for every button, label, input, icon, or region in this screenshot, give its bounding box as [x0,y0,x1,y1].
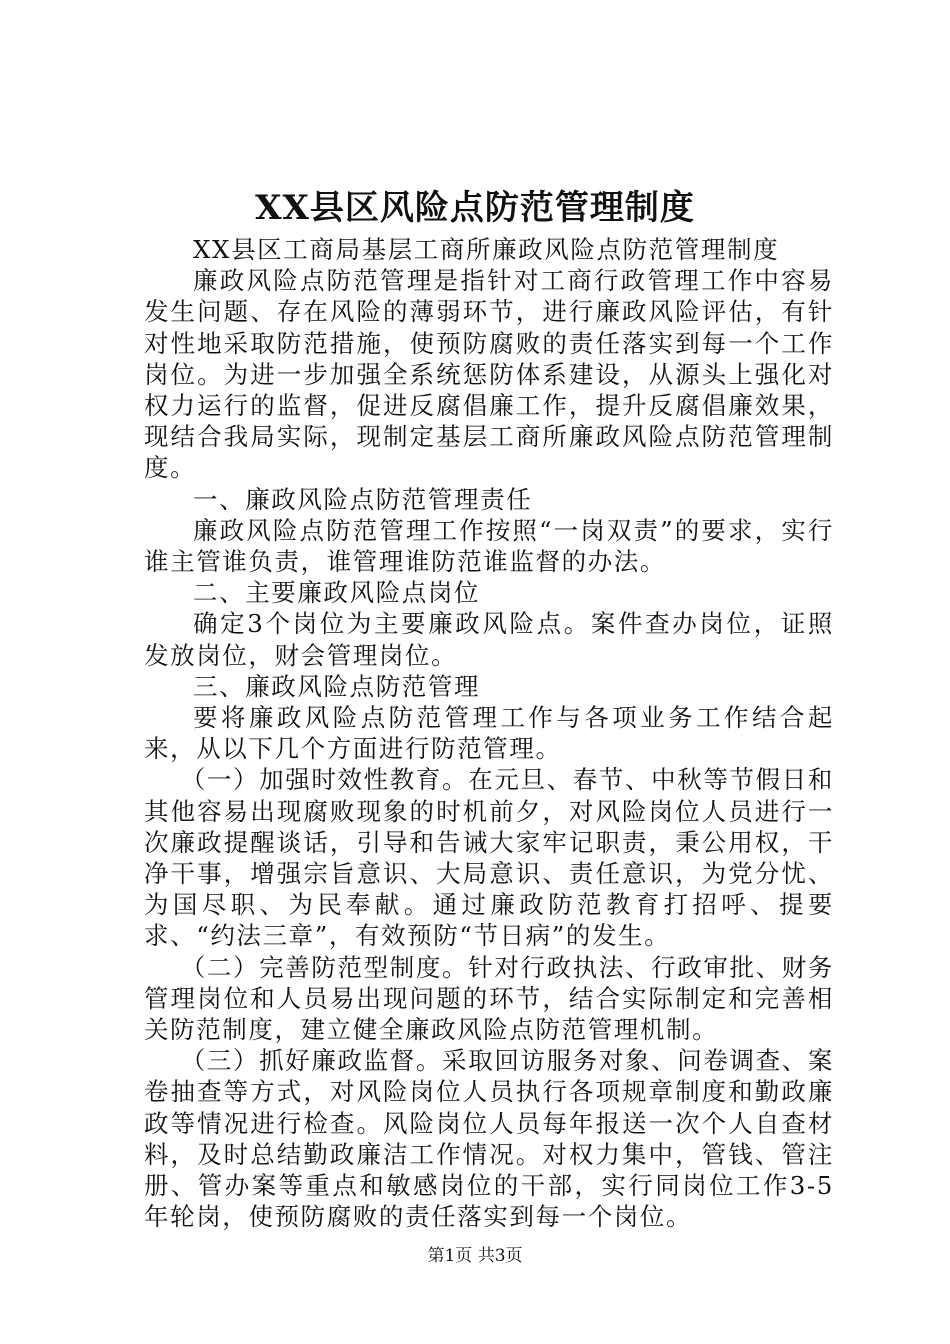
subtitle-paragraph: XX县区工商局基层工商所廉政风险点防范管理制度 [193,235,780,264]
subsection-1-paragraph: （一）加强时效性教育。在元旦、春节、中秋等节假日和其他容易出现腐败现象的时机前夕，对风险岗位人员进行一次廉政提醒谈话，引导和告诫大家牢记职责，秉公用权，干净干事，增强宗旨意识、大局意识、责任意识，为党分忧、为国尽职、为民奉献。通过廉政防范教育打招呼、提要求、“约法三章”，有效预防“节日病”的发生。 [144,765,834,951]
subsection-2-paragraph: （二）完善防范型制度。针对行政执法、行政审批、财务管理岗位和人员易出现问题的环节，结合实际制定和完善相关防范制度，建立健全廉政风险点防范管理机制。 [144,952,834,1045]
intro-paragraph: 廉政风险点防范管理是指针对工商行政管理工作中容易发生问题、存在风险的薄弱环节，进行廉政风险评估，有针对性地采取防范措施，使预防腐败的责任落实到每一个工作岗位。为进一步加强全系统惩防体系建设，从源头上强化对权力运行的监督，促进反腐倡廉工作，提升反腐倡廉效果，现结合我局实际，现制定基层工商所廉政风险点防范管理制度。 [144,266,834,483]
section-1-paragraph: 廉政风险点防范管理工作按照“一岗双责”的要求，实行谁主管谁负责，谁管理谁防范谁监督的办法。 [144,515,834,577]
subsection-3-paragraph: （三）抓好廉政监督。采取回访服务对象、问卷调查、案卷抽查等方式，对风险岗位人员执行各项规章制度和勤政廉政等情况进行检查。风险岗位人员每年报送一次个人自查材料，及时总结勤政廉洁工作情况。对权力集中，管钱、管注册、管办案等重点和敏感岗位的干部，实行同岗位工作3-5年轮岗，使预防腐败的责任落实到每一个岗位。 [144,1046,834,1232]
section-heading-1: 一、廉政风险点防范管理责任 [193,484,533,514]
section-2-paragraph: 确定3个岗位为主要廉政风险点。案件查办岗位，证照发放岗位，财会管理岗位。 [144,609,834,670]
section-heading-2: 二、主要廉政风险点岗位 [193,578,481,608]
section-heading-3: 三、廉政风险点防范管理 [193,671,481,701]
document-title: XX县区风险点防范管理制度 [255,188,695,228]
section-3-paragraph: 要将廉政风险点防范管理工作与各项业务工作结合起来，从以下几个方面进行防范管理。 [144,703,834,764]
page-number-footer: 第1页 共3页 [427,1246,523,1266]
document-body [144,234,834,1233]
